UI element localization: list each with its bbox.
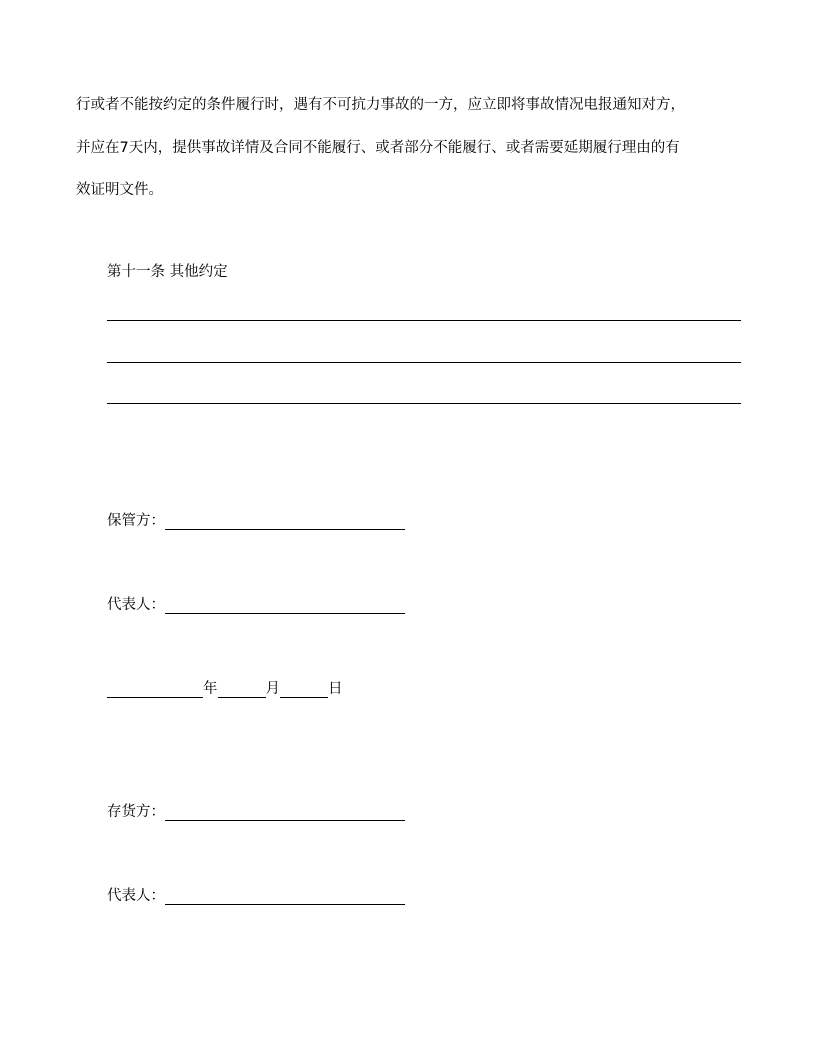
section-title-other-agreements: 第十一条 其他约定 — [107, 264, 228, 280]
month-label: 月 — [265, 681, 280, 697]
paragraph-line-2: 并应在7天内，提供事故详情及合同不能履行、或者部分不能履行、或者需要延期履行理由的有 — [76, 140, 680, 156]
custodian-label: 保管方： — [107, 513, 165, 529]
other-agreements-blank-line-3[interactable] — [107, 403, 741, 404]
paragraph-line-1: 行或者不能按约定的条件履行时，遇有不可抗力事故的一方，应立即将事故情况电报通知对方， — [76, 97, 685, 113]
custodian-representative-label: 代表人： — [107, 597, 165, 613]
signing-date-row — [107, 678, 343, 700]
custodian-signature-row — [107, 510, 405, 532]
depositor-representative-blank[interactable] — [165, 886, 405, 905]
paragraph-line-3: 效证明文件。 — [76, 182, 163, 198]
year-blank[interactable] — [107, 679, 203, 698]
other-agreements-blank-line-2[interactable] — [107, 362, 741, 363]
custodian-blank[interactable] — [165, 511, 405, 530]
depositor-blank[interactable] — [165, 802, 405, 821]
depositor-label: 存货方： — [107, 804, 165, 820]
custodian-representative-row — [107, 594, 405, 616]
month-blank[interactable] — [218, 679, 266, 698]
day-label: 日 — [328, 681, 343, 697]
depositor-signature-row — [107, 801, 405, 823]
year-label: 年 — [203, 681, 218, 697]
other-agreements-blank-line-1[interactable] — [107, 320, 741, 321]
day-blank[interactable] — [280, 679, 328, 698]
depositor-representative-label: 代表人： — [107, 888, 165, 904]
custodian-representative-blank[interactable] — [165, 595, 405, 614]
depositor-representative-row — [107, 885, 405, 907]
